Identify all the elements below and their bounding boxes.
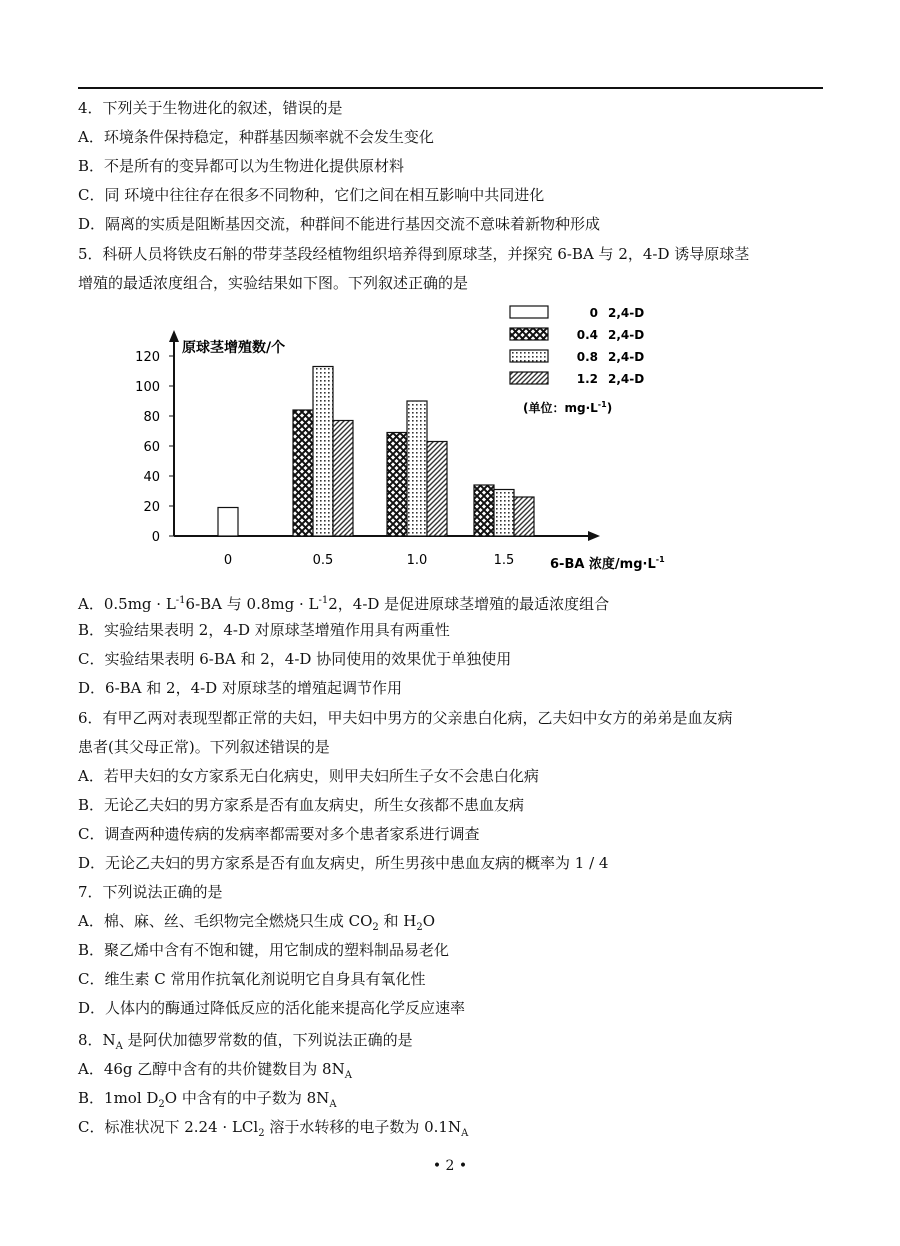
q6-stem-line1: 6．有甲乙两对表现型都正常的夫妇，甲夫妇中男方的父亲患白化病，乙夫妇中女方的弟弟是血友病	[78, 709, 733, 727]
y-tick-label: 120	[135, 350, 160, 365]
q8-option-b: B．1mol $D_2O$ 中含有的中子数为 $8N_A$	[78, 1089, 337, 1110]
bar-6ba-1.0-24d-0.8	[407, 401, 427, 536]
bar-6ba-1.5-24d-1.2	[514, 497, 534, 536]
x-tick-label: 0	[223, 553, 233, 568]
x-tick-label: 0.5	[312, 553, 334, 568]
q5-stem-line2: 增殖的最适浓度组合，实验结果如下图。下列叙述正确的是	[78, 274, 469, 292]
bar-6ba-1.5-24d-0.8	[494, 490, 514, 537]
q8-option-a: A．46g 乙醇中含有的共价键数目为 $8N_A$	[78, 1060, 352, 1081]
bar-6ba-0-24d-0	[218, 508, 238, 537]
q6-option-a: A．若甲夫妇的女方家系无白化病史，则甲夫妇所生子女不会患白化病	[78, 767, 539, 785]
q8-stem: 8．$N_A$ 是阿伏加德罗常数的值，下列说法正确的是	[78, 1031, 413, 1052]
y-tick-label: 0	[151, 530, 160, 545]
y-tick-label: 100	[135, 380, 160, 395]
q5-stem-line1: 5．科研人员将铁皮石斛的带芽茎段经植物组织培养得到原球茎，并探究 6-BA 与 2，4-D 诱导原球茎	[78, 245, 750, 263]
q4-option-b: B．不是所有的变异都可以为生物进化提供原材料	[78, 157, 405, 175]
q7-option-d: D．人体内的酶通过降低反应的活化能来提高化学反应速率	[78, 999, 466, 1017]
legend-value: 0.8	[576, 350, 598, 364]
legend-value: 1.2	[576, 372, 598, 386]
bar-6ba-1.5-24d-0.4	[474, 485, 494, 536]
legend	[510, 306, 644, 386]
x-axis-label: 6-BA 浓度$/mg\cdot L^{-1}$	[550, 555, 665, 572]
q7-option-c: C．维生素 C 常用作抗氧化剂说明它自身具有氧化性	[78, 970, 426, 988]
y-axis-arrow	[169, 330, 179, 342]
q4-stem: 4．下列关于生物进化的叙述，错误的是	[78, 99, 343, 117]
q7-option-a: A．棉、麻、丝、毛织物完全燃烧只生成 $CO_2$ 和 $H_2O$	[78, 912, 436, 933]
legend-unit-label: 2,4-D	[608, 372, 645, 386]
bar-6ba-1.0-24d-1.2	[427, 442, 447, 537]
bar-chart	[120, 300, 680, 582]
legend-unit-label: 2,4-D	[608, 306, 645, 320]
x-axis-arrow	[588, 531, 600, 541]
y-tick-label: 40	[143, 470, 160, 485]
q6-option-c: C．调查两种遗传病的发病率都需要对多个患者家系进行调查	[78, 825, 480, 843]
legend-value: 0.4	[576, 328, 598, 342]
x-tick-labels	[224, 553, 514, 568]
bar-6ba-0.5-24d-0.4	[293, 410, 313, 536]
legend-value: 0	[589, 306, 598, 320]
bar-6ba-0.5-24d-0.8	[313, 367, 333, 537]
q5-option-d: D．6-BA 和 2，4-D 对原球茎的增殖起调节作用	[78, 679, 402, 697]
legend-swatch	[510, 328, 548, 340]
legend-swatch	[510, 350, 548, 362]
q6-stem-line2: 患者(其父母正常)。下列叙述错误的是	[78, 738, 330, 756]
legend-unit-label: 2,4-D	[608, 350, 645, 364]
q6-option-d: D．无论乙夫妇的男方家系是否有血友病史，所生男孩中患血友病的概率为 1 / 4	[78, 854, 609, 872]
q7-option-b: B．聚乙烯中含有不饱和键，用它制成的塑料制品易老化	[78, 941, 450, 959]
bars	[218, 367, 534, 537]
bar-6ba-0.5-24d-1.2	[333, 421, 353, 537]
legend-swatch	[510, 372, 548, 384]
y-tick-labels	[135, 350, 174, 545]
q7-stem: 7．下列说法正确的是	[78, 883, 223, 901]
top-rule	[78, 87, 823, 89]
y-axis-label: 原球茎增殖数/个	[182, 340, 286, 356]
y-tick-label: 80	[143, 410, 160, 425]
x-tick-label: 1.5	[493, 553, 515, 568]
legend-unit-label: 2,4-D	[608, 328, 645, 342]
legend-unit-note: (单位：$mg\cdot L^{-1}$)	[523, 400, 613, 415]
y-tick-label: 20	[143, 500, 160, 515]
q6-option-b: B．无论乙夫妇的男方家系是否有血友病史，所生女孩都不患血友病	[78, 796, 525, 814]
y-tick-label: 60	[143, 440, 160, 455]
q5-option-a: A．$0.5mg \cdot L^{-1}6-BA$ 与 $0.8mg \cdot L^{-1}2$，4-D 是促进原球茎增殖的最适浓度组合	[78, 595, 610, 613]
bar-6ba-1.0-24d-0.4	[387, 433, 407, 537]
legend-swatch	[510, 306, 548, 318]
q5-option-c: C．实验结果表明 6-BA 和 2，4-D 协同使用的效果优于单独使用	[78, 650, 512, 668]
q5-option-b: B．实验结果表明 2，4-D 对原球茎增殖作用具有两重性	[78, 621, 450, 639]
page-number: • 2 •	[432, 1158, 468, 1174]
q8-option-c: C．标准状况下 2.24 · LCl$_2$ 溶于水转移的电子数为 $0.1N_A$	[78, 1118, 469, 1139]
x-tick-label: 1.0	[406, 553, 428, 568]
q4-option-c: C．同 环境中往往存在很多不同物种，它们之间在相互影响中共同进化	[78, 186, 545, 204]
q4-option-d: D．隔离的实质是阻断基因交流，种群间不能进行基因交流不意味着新物种形成	[78, 215, 601, 233]
q4-option-a: A．环境条件保持稳定，种群基因频率就不会发生变化	[78, 128, 434, 146]
